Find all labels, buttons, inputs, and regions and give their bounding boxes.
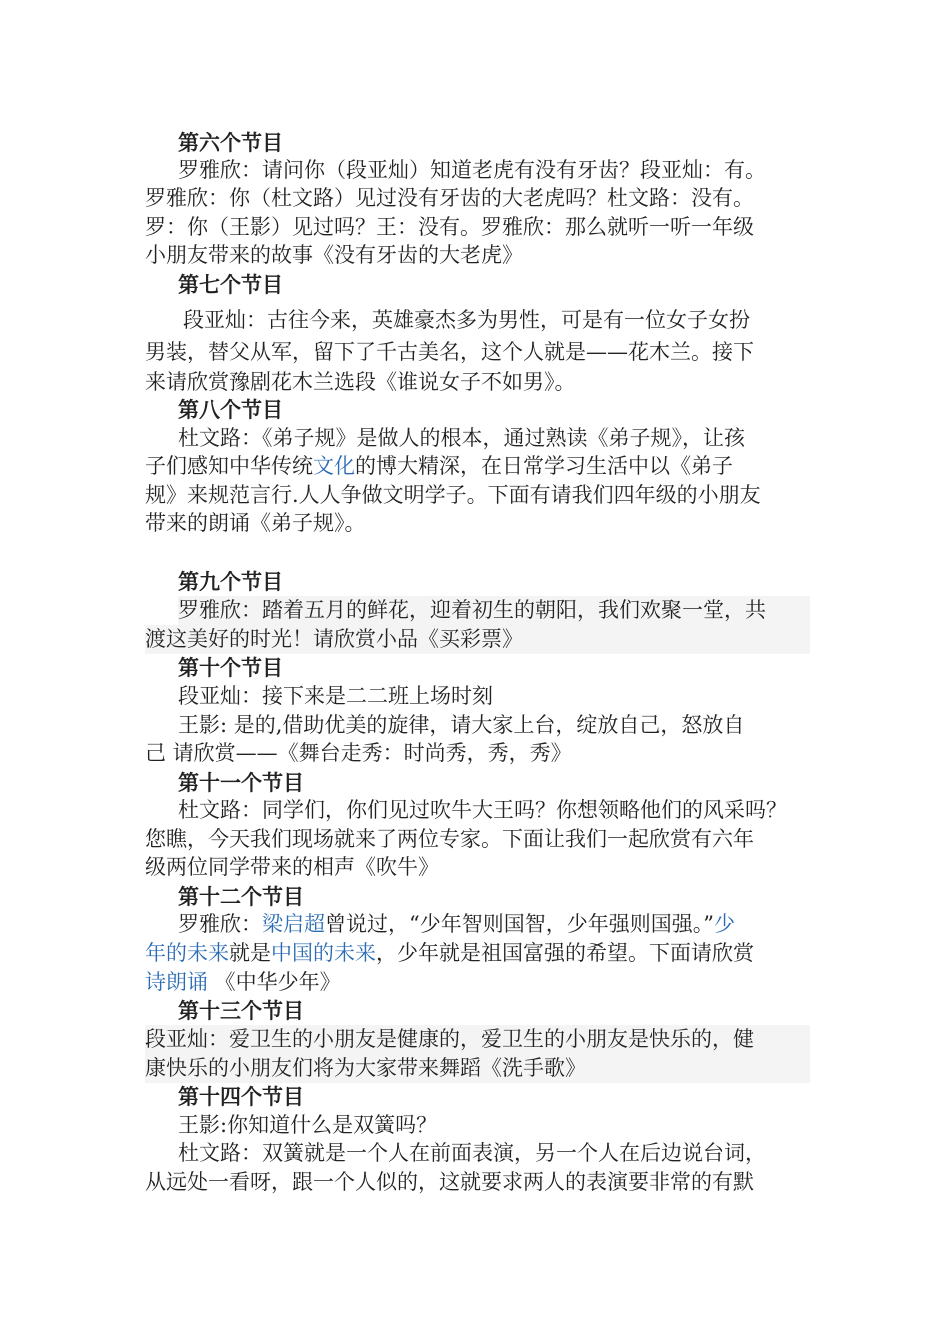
program-heading: 第七个节目 xyxy=(178,272,283,297)
dialogue-line: 杜文路：《弟子规》是做人的根本，通过熟读《弟子规》，让孩 xyxy=(178,426,745,450)
dialogue-line: 罗：你（王影）见过吗？王：没有。罗雅欣：那么就听一听一年级 xyxy=(145,215,754,239)
culture-link[interactable]: 文化 xyxy=(313,454,355,478)
program-heading: 第十三个节目 xyxy=(178,998,304,1023)
dialogue-line: 年的未来就是中国的未来，少年就是祖国富强的希望。下面请欣赏 xyxy=(145,941,754,965)
dialogue-line: 段亚灿：古往今来，英雄豪杰多为男性，可是有一位女子女扮 xyxy=(183,308,750,332)
dialogue-line: 王影: 是的,借助优美的旋律，请大家上台，绽放自己，怒放自 xyxy=(178,713,745,737)
program-heading: 第八个节目 xyxy=(178,397,283,422)
dialogue-line: 罗雅欣：梁启超曾说过，“少年智则国智，少年强则国强。”少 xyxy=(178,912,735,936)
liang-qichao-link[interactable]: 梁启超 xyxy=(262,912,325,936)
youth-future-link[interactable]: 少 xyxy=(713,912,735,936)
youth-future-link[interactable]: 年的未来 xyxy=(145,941,229,965)
dialogue-line: 罗雅欣：踏着五月的鲜花，迎着初生的朝阳，我们欢聚一堂，共 xyxy=(178,596,810,625)
program-heading: 第六个节目 xyxy=(178,130,283,155)
dialogue-line: 小朋友带来的故事《没有牙齿的大老虎》 xyxy=(145,243,523,267)
dialogue-line: 罗雅欣：你（杜文路）见过没有牙齿的大老虎吗？杜文路：没有。 xyxy=(145,186,754,210)
dialogue-line: 带来的朗诵《弟子规》。 xyxy=(145,511,366,535)
dialogue-line: 规》来规范言行.人人争做文明学子。下面有请我们四年级的小朋友 xyxy=(145,483,761,507)
dialogue-line: 诗朗诵 《中华少年》 xyxy=(145,970,341,994)
dialogue-line: 康快乐的小朋友们将为大家带来舞蹈《洗手歌》 xyxy=(145,1054,810,1083)
dialogue-line: 来请欣赏豫剧花木兰选段《谁说女子不如男》。 xyxy=(145,370,576,394)
dialogue-line: 段亚灿：爱卫生的小朋友是健康的，爱卫生的小朋友是快乐的，健 xyxy=(145,1025,810,1054)
dialogue-line: 王影:你知道什么是双簧吗？ xyxy=(178,1113,438,1137)
program-heading: 第十个节目 xyxy=(178,655,283,680)
dialogue-line: 杜文路：同学们，你们见过吹牛大王吗？你想领略他们的风采吗？ xyxy=(178,798,787,822)
dialogue-line: 段亚灿：接下来是二二班上场时刻 xyxy=(178,684,493,708)
program-heading: 第十二个节目 xyxy=(178,884,304,909)
dialogue-line: 己 请欣赏——《舞台走秀：时尚秀，秀，秀》 xyxy=(145,741,572,765)
dialogue-line: 渡这美好的时光！请欣赏小品《买彩票》 xyxy=(145,625,810,654)
program-heading: 第十四个节目 xyxy=(178,1084,304,1109)
program-heading: 第九个节目 xyxy=(178,569,283,594)
china-future-link[interactable]: 中国的未来 xyxy=(271,941,376,965)
dialogue-line: 罗雅欣：请问你（段亚灿）知道老虎有没有牙齿？段亚灿：有。 xyxy=(178,158,766,182)
program-heading: 第十一个节目 xyxy=(178,770,304,795)
poetry-recitation-link[interactable]: 诗朗诵 xyxy=(145,970,208,994)
dialogue-line: 级两位同学带来的相声《吹牛》 xyxy=(145,855,439,879)
dialogue-line: 杜文路：双簧就是一个人在前面表演，另一个人在后边说台词， xyxy=(178,1141,766,1165)
dialogue-line: 男装，替父从军，留下了千古美名，这个人就是——花木兰。接下 xyxy=(145,340,754,364)
dialogue-line: 您瞧，今天我们现场就来了两位专家。下面让我们一起欣赏有六年 xyxy=(145,827,754,851)
dialogue-line: 从远处一看呀，跟一个人似的，这就要求两人的表演要非常的有默 xyxy=(145,1170,754,1194)
dialogue-line: 子们感知中华传统文化的博大精深，在日常学习生活中以《弟子 xyxy=(145,454,733,478)
